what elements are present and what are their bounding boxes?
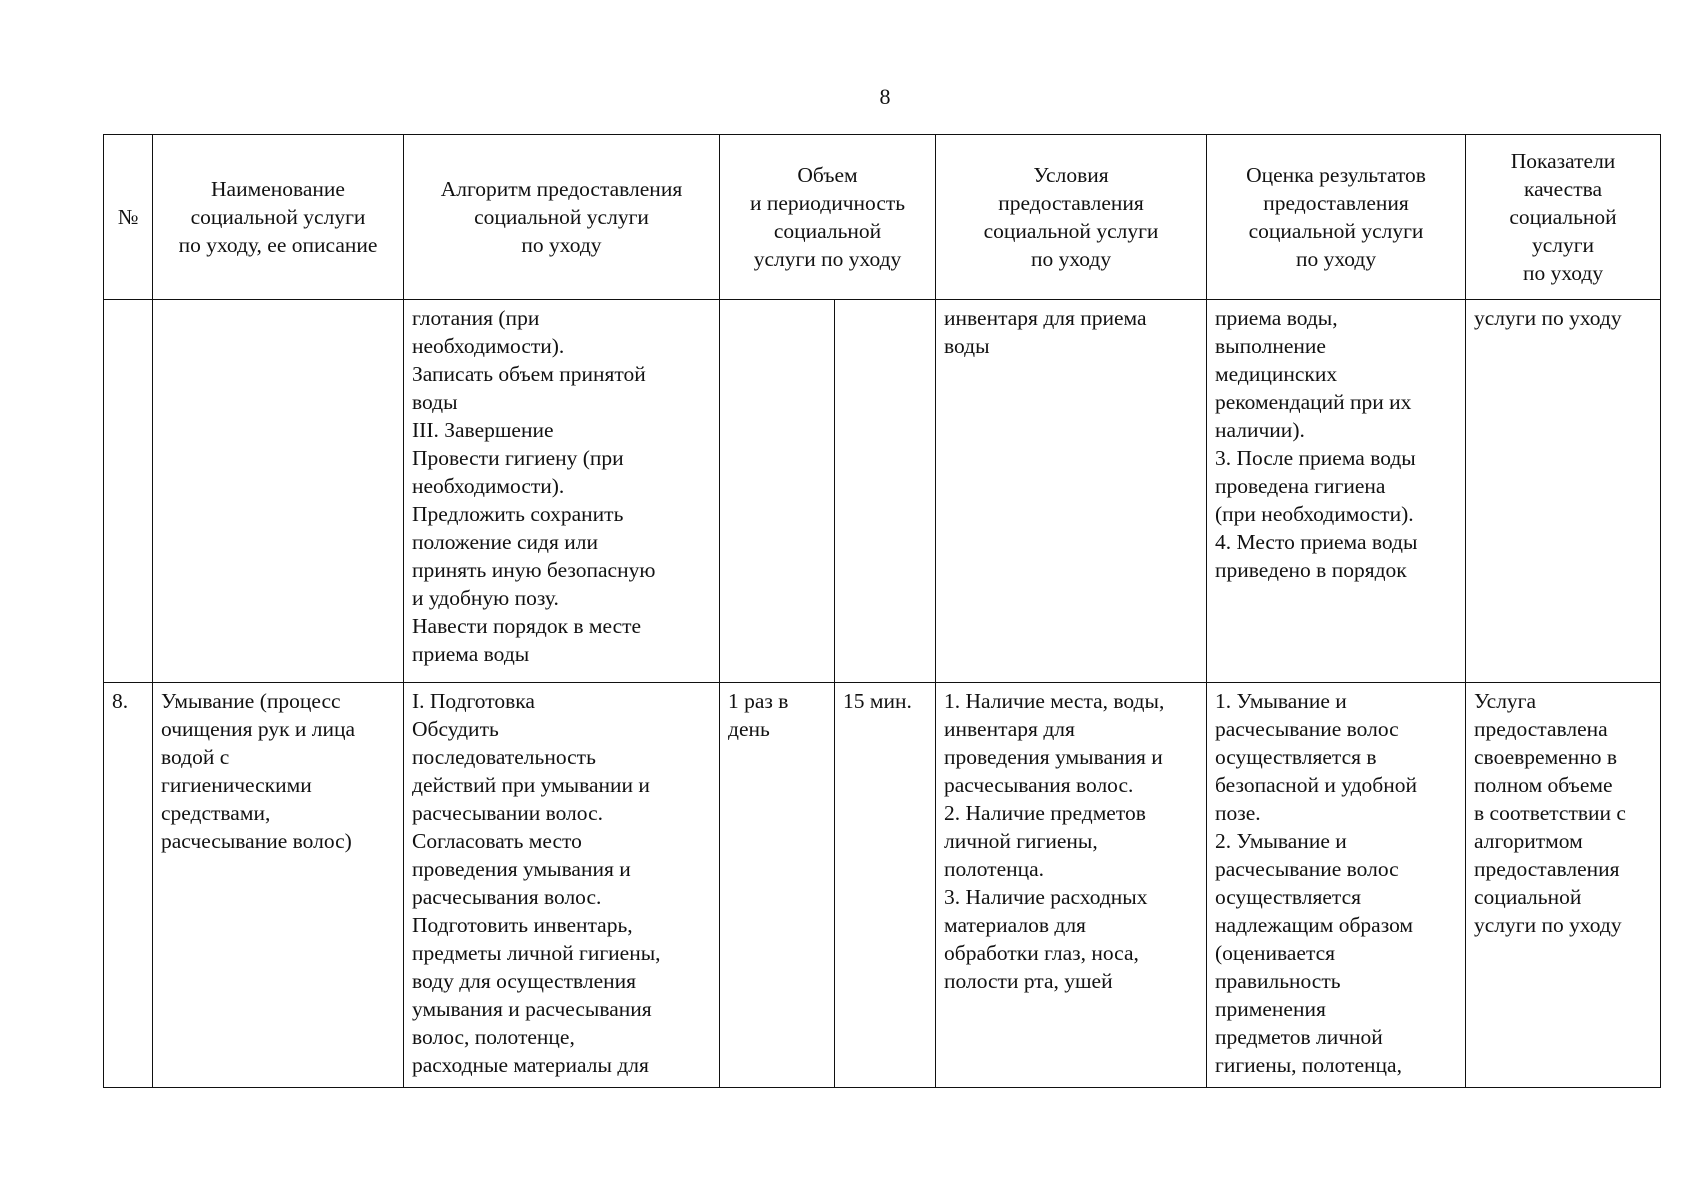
row-service-name: Умывание (процесс очищения рук и лица водой с гигиеническими средствами, расчесывание волос): [153, 683, 404, 1088]
row-duration: [835, 300, 936, 683]
row-conditions: инвентаря для приема воды: [936, 300, 1207, 683]
table-header-row: [104, 135, 1661, 300]
header-volume-frequency: Объем и периодичность социальной услуги по уходу: [720, 135, 936, 300]
row-algorithm: глотания (при необходимости). Записать объем принятой воды III. Завершение Провести гигиену (при необходимости). Предложить сохранить положение сидя или принять иную безопасную и удобную позу. Навести порядок в месте приема воды: [404, 300, 720, 683]
row-duration: 15 мин.: [835, 683, 936, 1088]
row-evaluation: приема воды, выполнение медицинских рекомендаций при их наличии). 3. После приема воды проведена гигиена (при необходимости). 4. Место приема воды приведено в порядок: [1207, 300, 1466, 683]
header-service-name: Наименование социальной услуги по уходу, ее описание: [153, 135, 404, 300]
header-algorithm: Алгоритм предоставления социальной услуги по уходу: [404, 135, 720, 300]
row-algorithm: I. Подготовка Обсудить последовательность действий при умывании и расчесывании волос. Согласовать место проведения умывания и расчесывания волос. Подготовить инвентарь, предметы личной гигиены, воду для осуществления умывания и расчесывания волос, полотенце, расходные материалы для: [404, 683, 720, 1088]
row-frequency: 1 раз в день: [720, 683, 835, 1088]
row-quality: Услуга предоставлена своевременно в полном объеме в соответствии с алгоритмом предоставления социальной услуги по уходу: [1466, 683, 1661, 1088]
row-conditions: 1. Наличие места, воды, инвентаря для проведения умывания и расчесывания волос. 2. Наличие предметов личной гигиены, полотенца. 3. Наличие расходных материалов для обработки глаз, носа, полости рта, ушей: [936, 683, 1207, 1088]
row-number: 8.: [104, 683, 153, 1088]
page-number: 8: [879, 84, 891, 109]
row-number: [104, 300, 153, 683]
header-number: №: [104, 135, 153, 300]
row-frequency: [720, 300, 835, 683]
header-evaluation: Оценка результатов предоставления социальной услуги по уходу: [1207, 135, 1466, 300]
row-service-name: [153, 300, 404, 683]
row-quality: услуги по уходу: [1466, 300, 1661, 683]
header-quality: Показатели качества социальной услуги по уходу: [1466, 135, 1661, 300]
table-row: [104, 300, 1661, 683]
row-evaluation: 1. Умывание и расчесывание волос осуществляется в безопасной и удобной позе. 2. Умывание и расчесывание волос осуществляется надлежащим образом (оценивается правильность применения предметов личной гигиены, полотенца,: [1207, 683, 1466, 1088]
services-table: [103, 134, 1661, 1088]
table-row: [104, 683, 1661, 1088]
header-conditions: Условия предоставления социальной услуги по уходу: [936, 135, 1207, 300]
